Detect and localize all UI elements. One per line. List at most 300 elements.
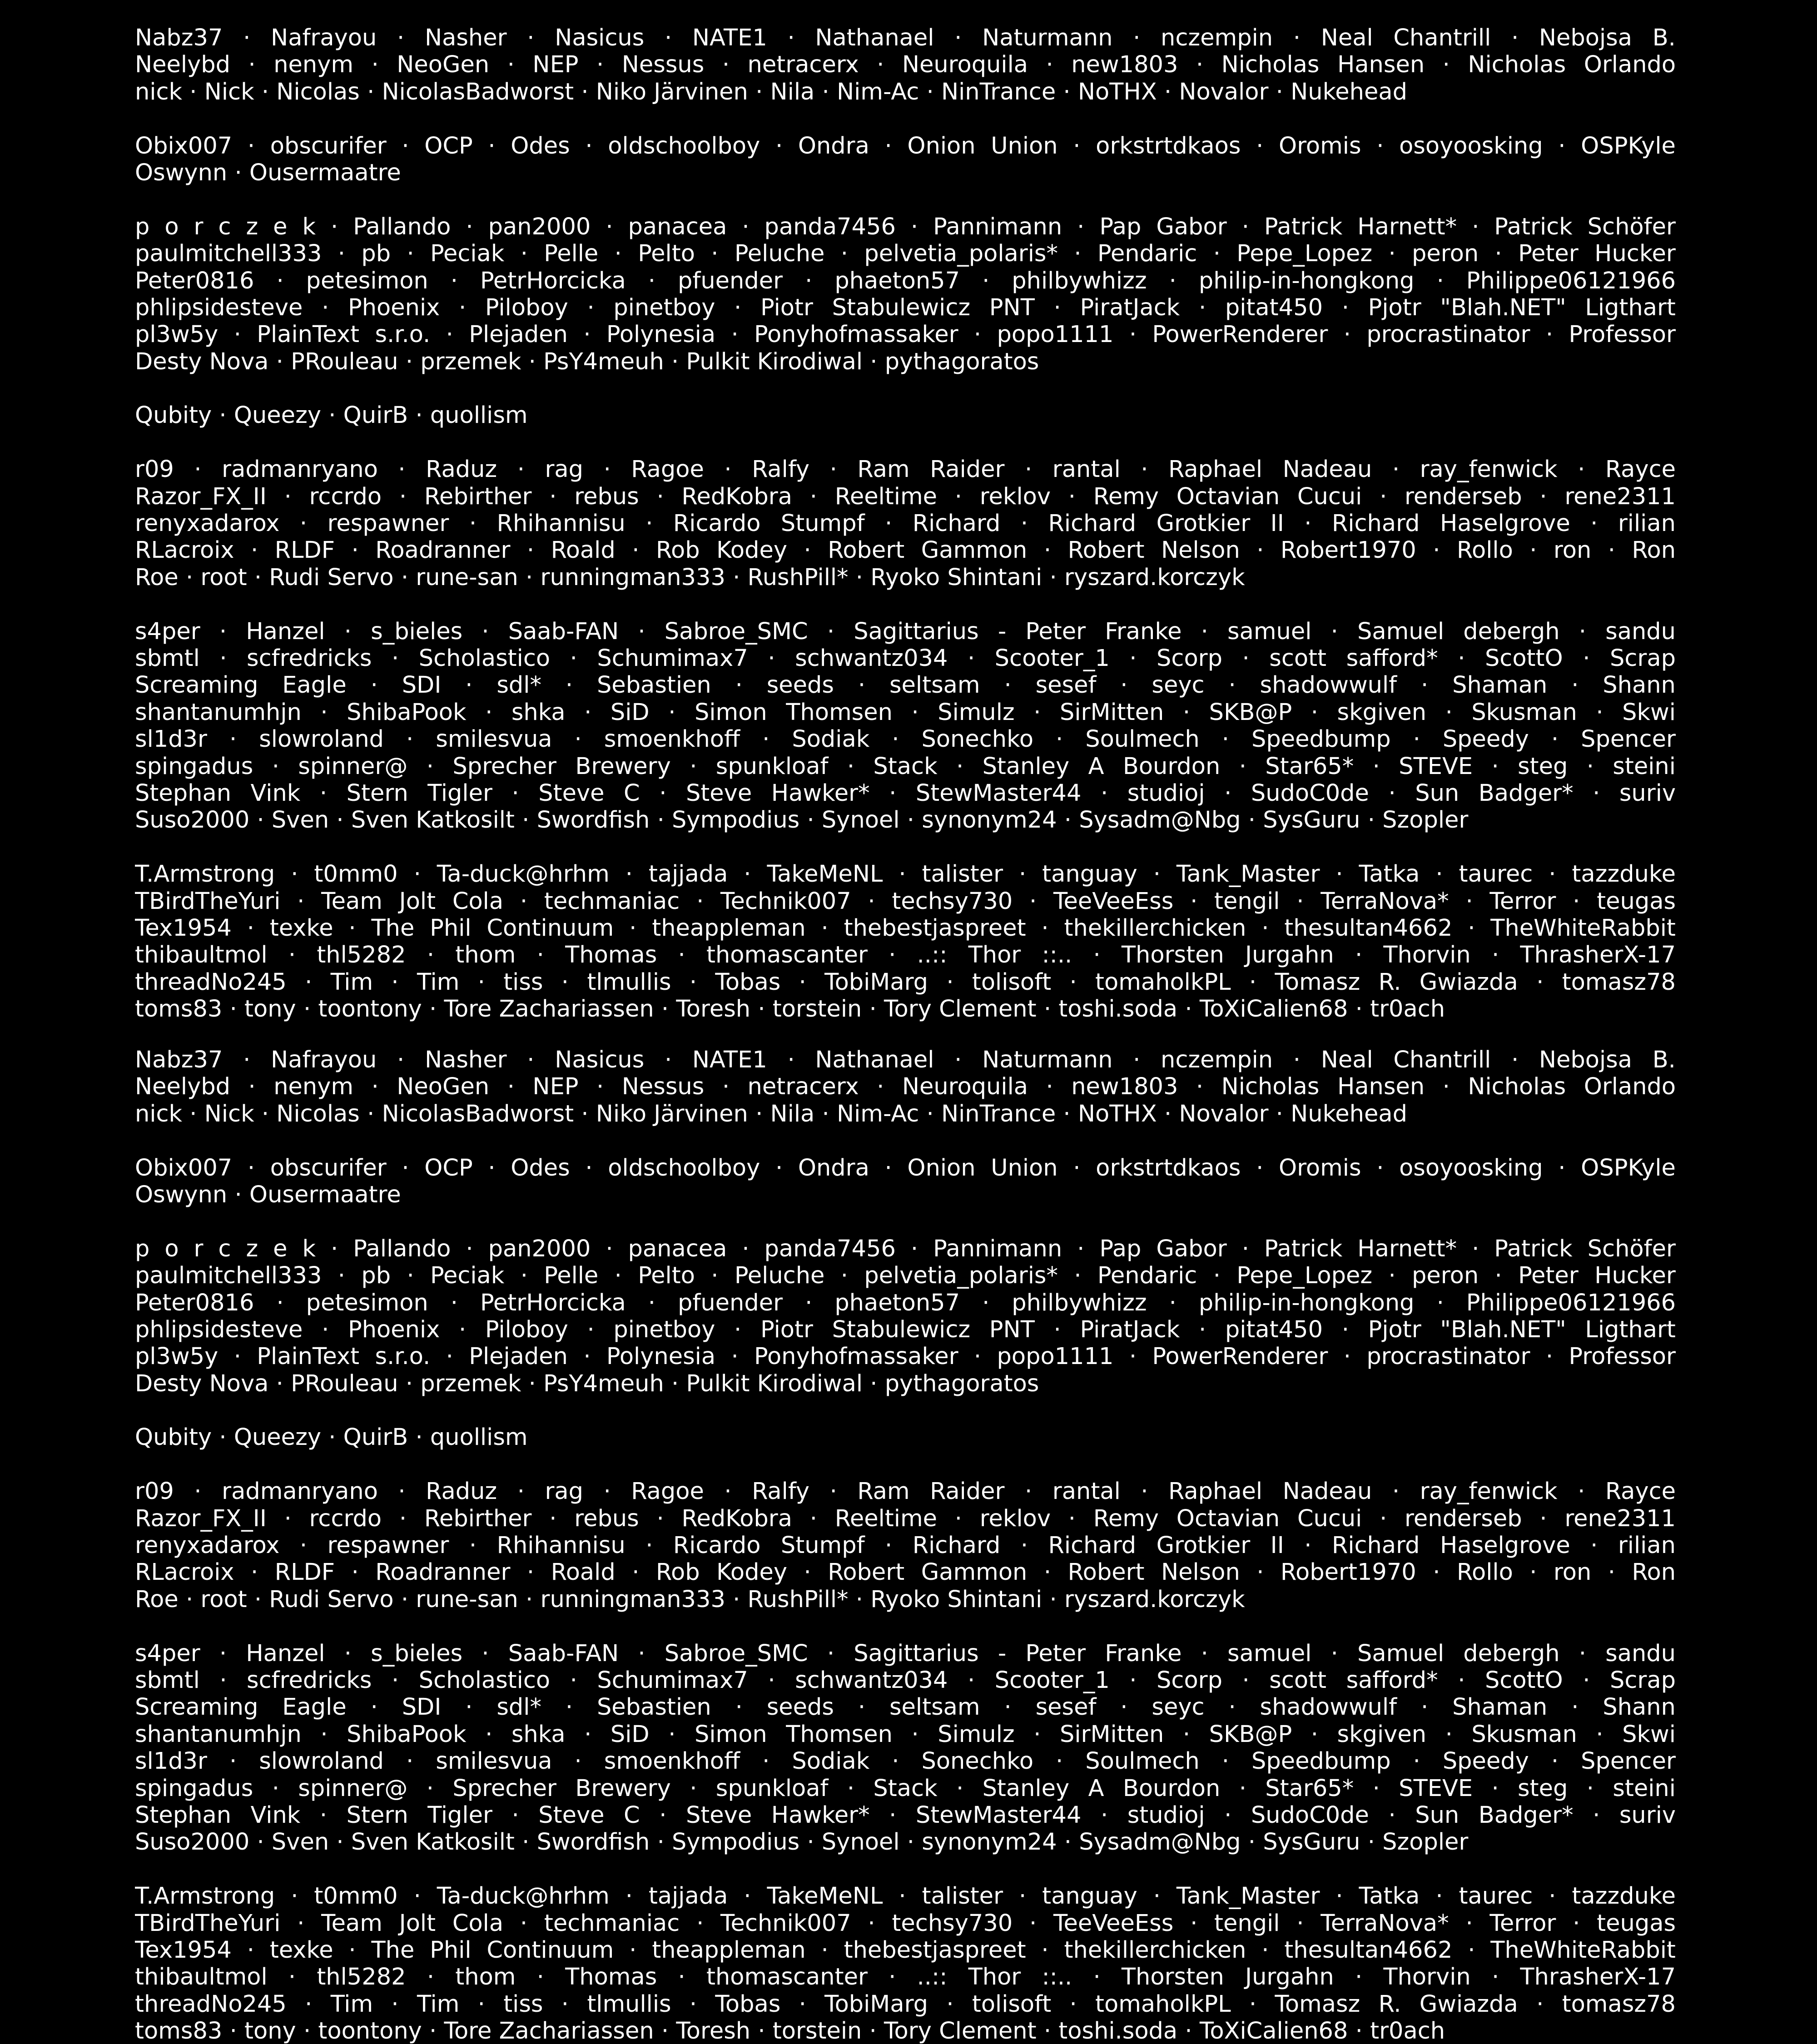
contributor-name: Rhihannisu bbox=[496, 1532, 626, 1559]
contributor-name: Shann bbox=[1603, 672, 1676, 699]
contributor-name: peron bbox=[1412, 1262, 1479, 1290]
contributor-name: ron bbox=[1553, 537, 1592, 564]
separator-dot: · bbox=[526, 1559, 535, 1586]
contributor-name: Oswynn bbox=[135, 1181, 228, 1208]
separator-dot: · bbox=[735, 1694, 743, 1721]
contributor-name: tony bbox=[244, 2018, 296, 2044]
contributor-name: Nabz37 bbox=[135, 25, 223, 51]
separator-dot: · bbox=[511, 779, 519, 807]
separator-dot: · bbox=[899, 1883, 906, 1910]
separator-dot: · bbox=[1043, 996, 1052, 1022]
separator-dot: · bbox=[320, 699, 328, 726]
separator-dot: · bbox=[855, 1586, 863, 1613]
contributor-name: Sebastien bbox=[596, 672, 711, 699]
contributor-name: Nicolas bbox=[276, 1100, 360, 1127]
contributor-name: Toresh bbox=[676, 2018, 751, 2044]
separator-dot: · bbox=[1549, 861, 1556, 888]
contributor-name: Rebirther bbox=[424, 1505, 532, 1532]
separator-dot: · bbox=[1033, 1721, 1041, 1748]
separator-dot: · bbox=[645, 1532, 653, 1559]
contributor-name: s_bieles bbox=[371, 1640, 463, 1667]
contributor-name: renderseb bbox=[1405, 1505, 1522, 1532]
separator-dot: · bbox=[219, 618, 227, 645]
separator-dot: · bbox=[1053, 294, 1061, 321]
contributor-name: Nick bbox=[204, 78, 254, 105]
separator-dot: · bbox=[1018, 1883, 1027, 1910]
separator-dot: · bbox=[331, 1235, 338, 1262]
contributor-name: SKB@P bbox=[1209, 1721, 1292, 1748]
separator-dot: · bbox=[1608, 537, 1615, 564]
contributor-name: teugas bbox=[1597, 888, 1676, 915]
separator-dot: · bbox=[520, 240, 528, 268]
separator-dot: · bbox=[1586, 753, 1594, 780]
separator-dot: · bbox=[668, 1721, 676, 1748]
contributor-name: tlmullis bbox=[587, 968, 671, 996]
contributor-name: SDI bbox=[402, 1694, 442, 1721]
contributor-name: PetrHorcicka bbox=[480, 1289, 626, 1316]
separator-dot: · bbox=[233, 1343, 241, 1370]
separator-dot: · bbox=[954, 483, 962, 510]
credit-line bbox=[135, 1101, 1676, 1127]
separator-dot: · bbox=[549, 1505, 557, 1532]
contributor-name: Obix007 bbox=[135, 1154, 233, 1181]
contributor-name: ray_fenwick bbox=[1420, 1478, 1558, 1505]
separator-dot: · bbox=[1433, 1559, 1440, 1586]
separator-dot: · bbox=[1355, 996, 1363, 1022]
contributor-name: spingadus bbox=[135, 753, 253, 780]
separator-dot: · bbox=[328, 1424, 336, 1451]
separator-dot: · bbox=[768, 645, 775, 672]
contributor-name: sdl* bbox=[496, 672, 541, 699]
contributor-name: Sven bbox=[271, 1829, 329, 1856]
separator-dot: · bbox=[1141, 456, 1148, 483]
separator-dot: · bbox=[1468, 914, 1475, 942]
credit-line bbox=[135, 888, 1676, 915]
credit-group-n bbox=[135, 25, 1676, 105]
separator-dot: · bbox=[1221, 726, 1229, 753]
separator-dot: · bbox=[574, 1748, 582, 1775]
contributor-name: pinetboy bbox=[613, 294, 715, 321]
contributor-name: Rollo bbox=[1456, 1559, 1513, 1586]
contributor-name: sl1d3r bbox=[135, 1748, 207, 1775]
separator-dot: · bbox=[189, 78, 197, 105]
separator-dot: · bbox=[755, 78, 763, 105]
separator-dot: · bbox=[370, 1694, 378, 1721]
contributor-name: synonym24 bbox=[922, 1829, 1057, 1856]
contributor-name: torstein bbox=[772, 2018, 862, 2044]
contributor-name: Pepe_Lopez bbox=[1236, 1262, 1373, 1290]
contributor-name: suriv bbox=[1619, 779, 1676, 807]
contributor-name: oldschoolboy bbox=[608, 1154, 760, 1181]
contributor-name: Technik007 bbox=[720, 1910, 851, 1937]
contributor-name: Ram Raider bbox=[857, 1478, 1005, 1505]
contributor-name: quollism bbox=[430, 402, 528, 429]
contributor-name: radmanryano bbox=[222, 1478, 378, 1505]
separator-dot: · bbox=[426, 753, 434, 780]
separator-dot: · bbox=[1413, 1748, 1420, 1775]
contributor-name: Reeltime bbox=[834, 1505, 937, 1532]
contributor-name: rantal bbox=[1052, 1478, 1121, 1505]
contributor-name: orkstrtdkaos bbox=[1096, 1154, 1241, 1181]
separator-dot: · bbox=[1242, 1667, 1250, 1694]
separator-dot: · bbox=[892, 726, 899, 753]
separator-dot: · bbox=[1472, 1235, 1479, 1262]
separator-dot: · bbox=[371, 51, 379, 79]
separator-dot: · bbox=[1241, 1235, 1249, 1262]
contributor-name: Hanzel bbox=[246, 1640, 325, 1667]
separator-dot: · bbox=[1529, 1559, 1537, 1586]
contributor-name: Suso2000 bbox=[135, 1829, 250, 1856]
contributor-name: Niko Järvinen bbox=[596, 78, 748, 105]
separator-dot: · bbox=[668, 699, 676, 726]
contributor-name: Star65* bbox=[1265, 753, 1354, 780]
contributor-name: r09 bbox=[135, 1478, 174, 1505]
contributor-name: paulmitchell333 bbox=[135, 240, 322, 268]
separator-dot: · bbox=[450, 267, 458, 294]
separator-dot: · bbox=[1578, 456, 1585, 483]
credit-group-q bbox=[135, 402, 1676, 429]
credit-line bbox=[135, 564, 1676, 591]
separator-dot: · bbox=[1491, 942, 1499, 969]
separator-dot: · bbox=[254, 1586, 262, 1613]
contributor-name: Neuroquila bbox=[902, 51, 1028, 79]
separator-dot: · bbox=[606, 213, 613, 240]
separator-dot: · bbox=[1185, 996, 1192, 1022]
contributor-name: tanguay bbox=[1042, 1883, 1137, 1910]
contributor-name: Tim bbox=[330, 968, 373, 996]
separator-dot: · bbox=[1330, 1640, 1338, 1667]
separator-dot: · bbox=[561, 968, 569, 996]
contributor-name: Pjotr "Blah.NET" Ligthart bbox=[1368, 294, 1676, 321]
credit-group-o bbox=[135, 1155, 1676, 1209]
contributor-name: SudoC0de bbox=[1251, 779, 1369, 807]
credit-group-n bbox=[135, 1047, 1676, 1127]
contributor-name: pb bbox=[361, 1262, 391, 1290]
separator-dot: · bbox=[1261, 914, 1269, 942]
contributor-name: Qubity bbox=[135, 1424, 212, 1451]
separator-dot: · bbox=[1276, 78, 1283, 105]
contributor-name: Steve Hawker* bbox=[685, 1801, 870, 1829]
separator-dot: · bbox=[664, 25, 672, 51]
separator-dot: · bbox=[565, 672, 573, 699]
separator-dot: · bbox=[1578, 1478, 1585, 1505]
separator-dot: · bbox=[804, 537, 811, 564]
credit-line bbox=[135, 321, 1676, 348]
separator-dot: · bbox=[401, 1586, 409, 1613]
separator-dot: · bbox=[1129, 1343, 1137, 1370]
separator-dot: · bbox=[973, 1343, 982, 1370]
credit-group-q bbox=[135, 1424, 1676, 1451]
separator-dot: · bbox=[1041, 914, 1049, 942]
separator-dot: · bbox=[348, 1936, 356, 1964]
separator-dot: · bbox=[659, 779, 667, 807]
separator-dot: · bbox=[1276, 1100, 1283, 1127]
separator-dot: · bbox=[1241, 213, 1249, 240]
contributor-name: pelvetia_polaris* bbox=[864, 240, 1058, 268]
separator-dot: · bbox=[956, 753, 964, 780]
separator-dot: · bbox=[319, 779, 328, 807]
separator-dot: · bbox=[1074, 240, 1082, 268]
contributor-name: Nicholas Hansen bbox=[1221, 1073, 1425, 1101]
separator-dot: · bbox=[219, 1640, 227, 1667]
separator-dot: · bbox=[821, 1936, 829, 1964]
separator-dot: · bbox=[1153, 1883, 1161, 1910]
contributor-name: radmanryano bbox=[222, 456, 378, 483]
contributor-name: NinTrance bbox=[941, 78, 1056, 105]
separator-dot: · bbox=[276, 267, 284, 294]
contributor-name: Thomas bbox=[565, 942, 657, 969]
contributor-name: Nila bbox=[770, 78, 815, 105]
separator-dot: · bbox=[229, 726, 237, 753]
separator-dot: · bbox=[744, 1883, 751, 1910]
contributor-name: ron bbox=[1553, 1559, 1592, 1586]
contributor-name: p o r c z e k bbox=[135, 213, 316, 240]
contributor-name: przemek bbox=[420, 1370, 521, 1397]
contributor-name: Tomasz R. Gwiazda bbox=[1275, 1990, 1518, 2018]
separator-dot: · bbox=[799, 968, 806, 996]
separator-dot: · bbox=[1129, 1667, 1137, 1694]
credits-scroll bbox=[135, 25, 1676, 1022]
contributor-name: Scholastico bbox=[418, 1667, 551, 1694]
separator-dot: · bbox=[1228, 672, 1236, 699]
contributor-name: Ondra bbox=[798, 1154, 869, 1181]
separator-dot: · bbox=[1224, 1801, 1232, 1829]
separator-dot: · bbox=[1458, 1667, 1465, 1694]
contributor-name: Plejaden bbox=[469, 321, 568, 348]
separator-dot: · bbox=[711, 1262, 719, 1290]
contributor-name: Sonechko bbox=[921, 726, 1034, 753]
contributor-name: Robert Nelson bbox=[1067, 537, 1240, 564]
separator-dot: · bbox=[415, 402, 423, 429]
contributor-name: theappleman bbox=[652, 914, 806, 942]
contributor-name: Swordfish bbox=[536, 807, 650, 834]
separator-dot: · bbox=[724, 456, 732, 483]
contributor-name: Peter Hucker bbox=[1518, 1262, 1676, 1290]
separator-dot: · bbox=[288, 1964, 296, 1991]
contributor-name: philbywhizz bbox=[1012, 1289, 1147, 1316]
separator-dot: · bbox=[1120, 1694, 1128, 1721]
separator-dot: · bbox=[847, 1775, 855, 1802]
contributor-name: pl3w5y bbox=[135, 321, 218, 348]
separator-dot: · bbox=[822, 1100, 829, 1127]
contributor-name: Rollo bbox=[1456, 537, 1513, 564]
separator-dot: · bbox=[645, 510, 653, 537]
contributor-name: sdl* bbox=[496, 1694, 541, 1721]
contributor-name: Szopler bbox=[1382, 1829, 1469, 1856]
contributor-name: thibaultmol bbox=[135, 942, 268, 969]
contributor-name: Pendaric bbox=[1097, 240, 1197, 268]
separator-dot: · bbox=[1608, 1559, 1615, 1586]
contributor-name: runningman333 bbox=[540, 564, 725, 591]
separator-dot: · bbox=[1049, 564, 1057, 591]
contributor-name: Desty Nova bbox=[135, 348, 269, 375]
separator-dot: · bbox=[910, 1235, 918, 1262]
contributor-name: Skwi bbox=[1622, 1721, 1676, 1748]
contributor-name: philip-in-hongkong bbox=[1198, 1289, 1415, 1316]
credit-group-t bbox=[135, 861, 1676, 1022]
separator-dot: · bbox=[234, 1181, 242, 1208]
separator-dot: · bbox=[485, 699, 493, 726]
contributor-name: The Phil Continuum bbox=[371, 1936, 614, 1964]
credit-line bbox=[135, 213, 1676, 240]
contributor-name: techmaniac bbox=[544, 1910, 680, 1937]
contributor-name: nick bbox=[135, 78, 183, 105]
contributor-name: Speedy bbox=[1442, 1748, 1529, 1775]
contributor-name: NoTHX bbox=[1077, 78, 1157, 105]
separator-dot: · bbox=[391, 968, 399, 996]
separator-dot: · bbox=[427, 1964, 435, 1991]
separator-dot: · bbox=[648, 267, 656, 294]
separator-dot: · bbox=[632, 537, 640, 564]
contributor-name: PRouleau bbox=[291, 1370, 398, 1397]
separator-dot: · bbox=[678, 1964, 685, 1991]
contributor-name: threadNo245 bbox=[135, 1990, 287, 2018]
contributor-name: Stern Tigler bbox=[346, 779, 492, 807]
contributor-name: Sysadm@Nbg bbox=[1079, 807, 1241, 834]
separator-dot: · bbox=[629, 914, 637, 942]
separator-dot: · bbox=[596, 1073, 604, 1101]
contributor-name: Peter0816 bbox=[135, 1289, 254, 1316]
contributor-name: rebus bbox=[574, 483, 639, 510]
contributor-name: Nim-Ac bbox=[836, 1100, 919, 1127]
contributor-name: Onion Union bbox=[907, 1154, 1058, 1181]
separator-dot: · bbox=[1129, 645, 1137, 672]
contributor-name: RedKobra bbox=[681, 483, 793, 510]
separator-dot: · bbox=[954, 25, 962, 51]
credit-line bbox=[135, 1235, 1676, 1262]
contributor-name: netracerx bbox=[747, 51, 859, 79]
separator-dot: · bbox=[744, 861, 751, 888]
separator-dot: · bbox=[678, 942, 685, 969]
separator-dot: · bbox=[696, 1910, 704, 1937]
separator-dot: · bbox=[954, 1505, 962, 1532]
separator-dot: · bbox=[1056, 726, 1063, 753]
separator-dot: · bbox=[399, 1505, 407, 1532]
separator-dot: · bbox=[1311, 1721, 1318, 1748]
contributor-name: Onion Union bbox=[907, 132, 1058, 159]
contributor-name: obscurifer bbox=[270, 132, 387, 159]
contributor-name: Nicolas bbox=[276, 78, 360, 105]
contributor-name: shantanumhjn bbox=[135, 699, 302, 726]
contributor-name: Nim-Ac bbox=[836, 78, 919, 105]
separator-dot: · bbox=[1330, 618, 1338, 645]
credit-line bbox=[135, 294, 1676, 321]
separator-dot: · bbox=[297, 1910, 305, 1937]
separator-dot: · bbox=[1164, 1100, 1172, 1127]
separator-dot: · bbox=[391, 1990, 399, 2018]
separator-dot: · bbox=[1545, 1343, 1554, 1370]
contributor-name: toms83 bbox=[135, 2018, 223, 2044]
separator-dot: · bbox=[570, 1667, 577, 1694]
separator-dot: · bbox=[1436, 267, 1444, 294]
contributor-name: ray_fenwick bbox=[1420, 456, 1558, 483]
contributor-name: seyc bbox=[1152, 1694, 1205, 1721]
contributor-name: steg bbox=[1518, 753, 1568, 780]
separator-dot: · bbox=[1041, 1936, 1049, 1964]
contributor-name: suriv bbox=[1619, 1801, 1676, 1829]
separator-dot: · bbox=[787, 1047, 795, 1073]
separator-dot: · bbox=[284, 1505, 292, 1532]
separator-dot: · bbox=[247, 914, 254, 942]
separator-dot: · bbox=[272, 753, 279, 780]
contributor-name: ToXiCalien68 bbox=[1199, 996, 1348, 1022]
separator-dot: · bbox=[1213, 1262, 1221, 1290]
separator-dot: · bbox=[427, 942, 435, 969]
contributor-name: Remy Octavian Cucui bbox=[1093, 1505, 1362, 1532]
contributor-name: reklov bbox=[979, 483, 1051, 510]
contributor-name: samuel bbox=[1227, 618, 1312, 645]
separator-dot: · bbox=[1413, 726, 1420, 753]
separator-dot: · bbox=[320, 1721, 328, 1748]
separator-dot: · bbox=[1069, 968, 1077, 996]
credit-line bbox=[135, 1910, 1676, 1937]
separator-dot: · bbox=[1182, 699, 1191, 726]
separator-dot: · bbox=[885, 1532, 893, 1559]
contributor-name: studioj bbox=[1127, 1801, 1205, 1829]
separator-dot: · bbox=[656, 1505, 664, 1532]
contributor-name: paulmitchell333 bbox=[135, 1262, 322, 1290]
credit-line bbox=[135, 1262, 1676, 1289]
separator-dot: · bbox=[229, 996, 237, 1022]
contributor-name: TerraNova* bbox=[1321, 1910, 1449, 1937]
separator-dot: · bbox=[429, 996, 437, 1022]
contributor-name: sesef bbox=[1035, 1694, 1097, 1721]
contributor-name: Roe bbox=[135, 1586, 179, 1613]
contributor-name: smilesvua bbox=[436, 726, 552, 753]
separator-dot: · bbox=[1590, 1532, 1598, 1559]
contributor-name: Tomasz R. Gwiazda bbox=[1275, 968, 1518, 996]
separator-dot: · bbox=[229, 1748, 237, 1775]
separator-dot: · bbox=[1199, 1316, 1206, 1343]
separator-dot: · bbox=[219, 1667, 227, 1694]
separator-dot: · bbox=[1558, 1154, 1566, 1181]
contributor-name: Steve C bbox=[538, 779, 640, 807]
separator-dot: · bbox=[233, 321, 241, 348]
separator-dot: · bbox=[465, 1694, 473, 1721]
contributor-name: Tim bbox=[417, 968, 460, 996]
separator-dot: · bbox=[1593, 779, 1600, 807]
contributor-name: Tex1954 bbox=[135, 1936, 232, 1964]
contributor-name: QuirB bbox=[343, 402, 408, 429]
credit-line bbox=[135, 1559, 1676, 1586]
contributor-name: Samuel debergh bbox=[1357, 618, 1560, 645]
contributor-name: Stern Tigler bbox=[346, 1801, 492, 1829]
contributor-name: taurec bbox=[1459, 1883, 1533, 1910]
separator-dot: · bbox=[1435, 861, 1443, 888]
contributor-name: netracerx bbox=[747, 1073, 859, 1101]
separator-dot: · bbox=[1073, 1154, 1081, 1181]
contributor-name: Nasher bbox=[424, 1047, 507, 1073]
credit-group-p bbox=[135, 213, 1676, 375]
separator-dot: · bbox=[1020, 1532, 1028, 1559]
separator-dot: · bbox=[805, 1289, 813, 1316]
contributor-name: Polynesia bbox=[606, 1343, 716, 1370]
contributor-name: PowerRenderer bbox=[1152, 1343, 1328, 1370]
contributor-name: Ralfy bbox=[752, 1478, 810, 1505]
contributor-name: rccrdo bbox=[309, 1505, 382, 1532]
contributor-name: OCP bbox=[424, 1154, 473, 1181]
contributor-name: sandu bbox=[1605, 618, 1676, 645]
separator-dot: · bbox=[1551, 1748, 1559, 1775]
separator-dot: · bbox=[1545, 321, 1554, 348]
contributor-name: Odes bbox=[511, 1154, 570, 1181]
contributor-name: Tore Zachariassen bbox=[444, 996, 654, 1022]
contributor-name: sbmtl bbox=[135, 1667, 200, 1694]
separator-dot: · bbox=[809, 483, 817, 510]
contributor-name: scfredricks bbox=[247, 1667, 372, 1694]
contributor-name: seyc bbox=[1152, 672, 1205, 699]
contributor-name: SysGuru bbox=[1263, 807, 1360, 834]
